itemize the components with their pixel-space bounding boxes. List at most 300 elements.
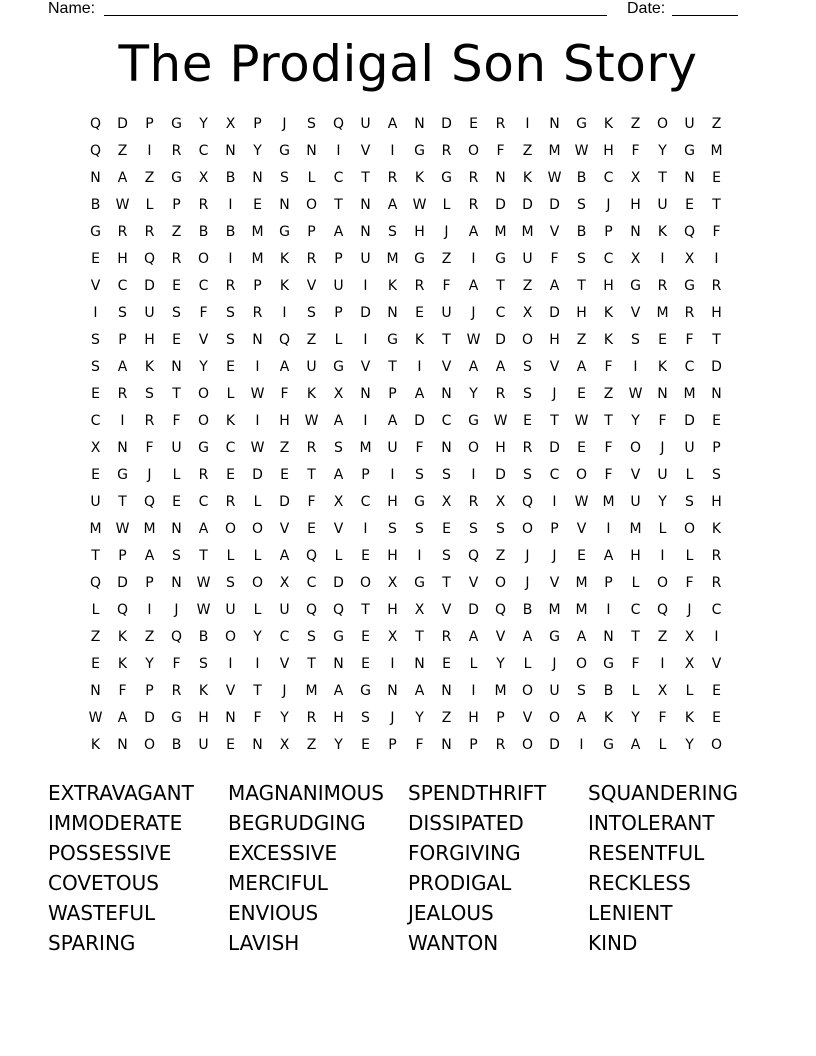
grid-letter[interactable]: F [496, 143, 505, 159]
grid-letter[interactable]: J [282, 683, 287, 699]
grid-letter[interactable]: V [549, 224, 560, 240]
grid-letter[interactable]: X [333, 494, 344, 510]
grid-letter[interactable]: O [251, 575, 264, 591]
grid-letter[interactable]: I [633, 359, 638, 375]
grid-letter[interactable]: C [117, 278, 128, 294]
grid-letter[interactable]: Z [603, 386, 614, 402]
grid-letter[interactable]: I [363, 332, 368, 348]
grid-letter[interactable]: N [90, 683, 101, 699]
grid-letter[interactable]: E [469, 116, 478, 132]
grid-letter[interactable]: O [548, 710, 561, 726]
grid-letter[interactable]: A [495, 359, 506, 375]
grid-letter[interactable]: I [93, 305, 98, 321]
grid-letter[interactable]: H [603, 278, 614, 294]
grid-letter[interactable]: W [115, 197, 130, 213]
grid-letter[interactable]: L [226, 386, 235, 402]
grid-letter[interactable]: V [306, 278, 317, 294]
grid-letter[interactable]: Y [631, 710, 640, 726]
grid-letter[interactable]: D [495, 467, 506, 483]
grid-letter[interactable]: P [307, 224, 316, 240]
grid-letter[interactable]: D [684, 413, 695, 429]
grid-letter[interactable]: Y [415, 710, 424, 726]
grid-letter[interactable]: G [414, 575, 425, 591]
grid-letter[interactable]: I [606, 602, 611, 618]
grid-letter[interactable]: V [333, 521, 344, 537]
grid-letter[interactable]: A [117, 359, 128, 375]
grid-letter[interactable]: P [604, 224, 613, 240]
grid-letter[interactable]: W [574, 413, 589, 429]
grid-letter[interactable]: S [172, 548, 181, 564]
grid-letter[interactable]: S [307, 629, 316, 645]
grid-letter[interactable]: W [628, 386, 643, 402]
grid-letter[interactable]: X [225, 116, 236, 132]
grid-letter[interactable]: P [172, 197, 181, 213]
grid-letter[interactable]: Y [145, 656, 154, 672]
grid-letter[interactable]: R [117, 224, 128, 240]
grid-letter[interactable]: Q [305, 548, 318, 564]
grid-letter[interactable]: V [468, 575, 479, 591]
grid-letter[interactable]: I [228, 656, 233, 672]
grid-letter[interactable]: N [603, 629, 614, 645]
grid-letter[interactable]: R [414, 278, 425, 294]
grid-letter[interactable]: Q [143, 251, 156, 267]
grid-letter[interactable]: Y [334, 737, 343, 753]
grid-letter[interactable]: E [712, 413, 721, 429]
grid-letter[interactable]: W [547, 170, 562, 186]
grid-letter[interactable]: W [196, 575, 211, 591]
grid-letter[interactable]: G [684, 143, 695, 159]
grid-letter[interactable]: W [466, 332, 481, 348]
grid-letter[interactable]: D [549, 305, 560, 321]
grid-letter[interactable]: C [198, 143, 209, 159]
grid-letter[interactable]: M [656, 305, 669, 321]
grid-letter[interactable]: D [549, 737, 560, 753]
grid-letter[interactable]: V [549, 575, 560, 591]
grid-letter[interactable]: T [334, 197, 343, 213]
grid-letter[interactable]: R [171, 683, 182, 699]
grid-letter[interactable]: M [494, 683, 507, 699]
grid-letter[interactable]: Q [305, 602, 318, 618]
grid-letter[interactable]: E [226, 359, 235, 375]
grid-letter[interactable]: M [359, 440, 372, 456]
grid-letter[interactable]: T [631, 629, 640, 645]
grid-letter[interactable]: I [579, 737, 584, 753]
grid-letter[interactable]: U [171, 440, 182, 456]
grid-letter[interactable]: P [334, 251, 343, 267]
grid-letter[interactable]: H [387, 602, 398, 618]
grid-letter[interactable]: N [657, 386, 668, 402]
grid-letter[interactable]: F [712, 224, 721, 240]
grid-letter[interactable]: Z [279, 440, 290, 456]
grid-letter[interactable]: T [91, 548, 100, 564]
grid-letter[interactable]: K [198, 683, 209, 699]
grid-letter[interactable]: A [603, 548, 614, 564]
grid-letter[interactable]: L [91, 602, 100, 618]
grid-letter[interactable]: T [307, 656, 316, 672]
grid-letter[interactable]: M [602, 494, 615, 510]
grid-letter[interactable]: D [144, 278, 155, 294]
grid-letter[interactable]: G [171, 170, 182, 186]
grid-letter[interactable]: V [360, 359, 371, 375]
grid-letter[interactable]: A [387, 197, 398, 213]
grid-letter[interactable]: A [387, 413, 398, 429]
grid-letter[interactable]: Q [467, 548, 480, 564]
grid-letter[interactable]: U [549, 683, 560, 699]
grid-letter[interactable]: V [711, 656, 722, 672]
grid-letter[interactable]: H [603, 143, 614, 159]
grid-letter[interactable]: E [361, 629, 370, 645]
grid-letter[interactable]: N [711, 386, 722, 402]
grid-letter[interactable]: Y [685, 737, 694, 753]
grid-letter[interactable]: U [522, 251, 533, 267]
grid-letter[interactable]: Z [522, 143, 533, 159]
grid-letter[interactable]: G [171, 710, 182, 726]
grid-letter[interactable]: P [118, 548, 127, 564]
grid-letter[interactable]: N [441, 386, 452, 402]
grid-letter[interactable]: H [576, 305, 587, 321]
grid-letter[interactable]: R [441, 629, 452, 645]
grid-letter[interactable]: N [387, 305, 398, 321]
grid-letter[interactable]: L [685, 467, 694, 483]
grid-letter[interactable]: I [363, 413, 368, 429]
grid-letter[interactable]: D [495, 332, 506, 348]
grid-letter[interactable]: U [279, 602, 290, 618]
grid-letter[interactable]: A [333, 683, 344, 699]
grid-letter[interactable]: O [575, 467, 588, 483]
grid-letter[interactable]: G [414, 143, 425, 159]
grid-letter[interactable]: R [117, 386, 128, 402]
grid-letter[interactable]: W [115, 521, 130, 537]
grid-letter[interactable]: L [253, 602, 262, 618]
date-write-line[interactable] [672, 15, 738, 16]
name-write-line[interactable] [104, 15, 607, 16]
grid-letter[interactable]: H [711, 305, 722, 321]
grid-letter[interactable]: B [522, 602, 533, 618]
grid-letter[interactable]: O [197, 386, 210, 402]
grid-letter[interactable]: G [441, 170, 452, 186]
grid-letter[interactable]: H [333, 710, 344, 726]
grid-letter[interactable]: T [307, 467, 316, 483]
grid-letter[interactable]: X [279, 575, 290, 591]
grid-letter[interactable]: N [630, 224, 641, 240]
grid-letter[interactable]: I [390, 143, 395, 159]
grid-letter[interactable]: F [253, 710, 262, 726]
grid-letter[interactable]: S [91, 359, 100, 375]
grid-letter[interactable]: E [442, 521, 451, 537]
grid-letter[interactable]: Y [496, 656, 505, 672]
grid-letter[interactable]: U [441, 305, 452, 321]
grid-letter[interactable]: O [656, 575, 669, 591]
grid-letter[interactable]: Z [630, 116, 641, 132]
grid-letter[interactable]: R [711, 548, 722, 564]
grid-letter[interactable]: D [144, 710, 155, 726]
grid-letter[interactable]: D [117, 116, 128, 132]
grid-letter[interactable]: I [363, 521, 368, 537]
grid-letter[interactable]: L [442, 197, 451, 213]
grid-letter[interactable]: M [494, 224, 507, 240]
grid-letter[interactable]: F [604, 467, 613, 483]
grid-letter[interactable]: O [575, 656, 588, 672]
grid-letter[interactable]: H [495, 440, 506, 456]
grid-letter[interactable]: H [630, 197, 641, 213]
grid-letter[interactable]: P [145, 116, 154, 132]
grid-letter[interactable]: G [414, 251, 425, 267]
grid-letter[interactable]: C [306, 575, 317, 591]
grid-letter[interactable]: A [468, 224, 479, 240]
grid-letter[interactable]: I [714, 251, 719, 267]
grid-letter[interactable]: M [575, 602, 588, 618]
grid-letter[interactable]: O [656, 116, 669, 132]
grid-letter[interactable]: P [604, 575, 613, 591]
grid-letter[interactable]: Q [89, 143, 102, 159]
grid-letter[interactable]: O [521, 737, 534, 753]
grid-letter[interactable]: D [468, 602, 479, 618]
grid-letter[interactable]: Y [199, 359, 208, 375]
grid-letter[interactable]: L [631, 683, 640, 699]
grid-letter[interactable]: K [603, 332, 614, 348]
grid-letter[interactable]: E [577, 548, 586, 564]
grid-letter[interactable]: N [225, 710, 236, 726]
grid-letter[interactable]: U [333, 278, 344, 294]
grid-letter[interactable]: X [495, 494, 506, 510]
grid-letter[interactable]: O [305, 197, 318, 213]
grid-letter[interactable]: S [145, 386, 154, 402]
grid-letter[interactable]: Y [631, 413, 640, 429]
grid-letter[interactable]: E [523, 413, 532, 429]
grid-letter[interactable]: P [145, 683, 154, 699]
grid-letter[interactable]: X [90, 440, 101, 456]
grid-letter[interactable]: N [225, 143, 236, 159]
grid-letter[interactable]: N [252, 170, 263, 186]
grid-letter[interactable]: P [469, 737, 478, 753]
grid-letter[interactable]: B [198, 224, 209, 240]
grid-letter[interactable]: T [577, 278, 586, 294]
grid-letter[interactable]: R [495, 386, 506, 402]
grid-letter[interactable]: V [360, 143, 371, 159]
grid-letter[interactable]: R [306, 710, 317, 726]
grid-letter[interactable]: L [334, 548, 343, 564]
grid-letter[interactable]: S [334, 440, 343, 456]
grid-letter[interactable]: A [279, 548, 290, 564]
grid-letter[interactable]: T [253, 683, 262, 699]
grid-letter[interactable]: R [684, 305, 695, 321]
grid-letter[interactable]: E [712, 683, 721, 699]
grid-letter[interactable]: D [522, 197, 533, 213]
grid-letter[interactable]: T [118, 494, 127, 510]
grid-letter[interactable]: J [471, 305, 476, 321]
grid-letter[interactable]: S [388, 521, 397, 537]
grid-letter[interactable]: A [333, 467, 344, 483]
grid-letter[interactable]: S [685, 494, 694, 510]
grid-letter[interactable]: V [630, 305, 641, 321]
grid-letter[interactable]: E [91, 656, 100, 672]
grid-letter[interactable]: B [576, 170, 587, 186]
grid-letter[interactable]: X [630, 170, 641, 186]
grid-letter[interactable]: U [684, 116, 695, 132]
grid-letter[interactable]: Y [253, 143, 262, 159]
grid-letter[interactable]: T [604, 413, 613, 429]
grid-letter[interactable]: N [360, 224, 371, 240]
grid-letter[interactable]: R [171, 251, 182, 267]
grid-letter[interactable]: Q [278, 332, 291, 348]
grid-letter[interactable]: T [442, 575, 451, 591]
grid-letter[interactable]: M [629, 521, 642, 537]
grid-letter[interactable]: I [714, 629, 719, 645]
grid-letter[interactable]: R [144, 224, 155, 240]
grid-letter[interactable]: S [91, 332, 100, 348]
grid-letter[interactable]: K [603, 710, 614, 726]
grid-letter[interactable]: A [468, 278, 479, 294]
grid-letter[interactable]: R [198, 467, 209, 483]
grid-letter[interactable]: D [441, 116, 452, 132]
grid-letter[interactable]: G [171, 116, 182, 132]
grid-letter[interactable]: A [576, 359, 587, 375]
grid-letter[interactable]: S [226, 305, 235, 321]
grid-letter[interactable]: R [495, 737, 506, 753]
grid-letter[interactable]: X [657, 683, 668, 699]
grid-letter[interactable]: R [225, 278, 236, 294]
grid-letter[interactable]: U [225, 602, 236, 618]
grid-letter[interactable]: R [441, 143, 452, 159]
grid-letter[interactable]: H [279, 413, 290, 429]
grid-letter[interactable]: V [279, 656, 290, 672]
grid-letter[interactable]: K [522, 170, 533, 186]
grid-letter[interactable]: S [226, 332, 235, 348]
grid-letter[interactable]: U [684, 440, 695, 456]
grid-letter[interactable]: A [117, 170, 128, 186]
grid-letter[interactable]: A [468, 359, 479, 375]
grid-letter[interactable]: F [118, 683, 127, 699]
grid-letter[interactable]: M [683, 386, 696, 402]
grid-letter[interactable]: M [710, 143, 723, 159]
grid-letter[interactable]: E [415, 305, 424, 321]
grid-letter[interactable]: Q [656, 602, 669, 618]
grid-letter[interactable]: L [685, 683, 694, 699]
grid-letter[interactable]: R [198, 197, 209, 213]
grid-letter[interactable]: G [198, 440, 209, 456]
grid-letter[interactable]: K [387, 278, 398, 294]
grid-letter[interactable]: B [198, 629, 209, 645]
grid-letter[interactable]: R [387, 170, 398, 186]
grid-letter[interactable]: V [441, 359, 452, 375]
grid-letter[interactable]: D [414, 413, 425, 429]
grid-letter[interactable]: S [388, 224, 397, 240]
grid-letter[interactable]: L [685, 548, 694, 564]
grid-letter[interactable]: N [171, 521, 182, 537]
grid-letter[interactable]: R [711, 575, 722, 591]
grid-letter[interactable]: V [549, 359, 560, 375]
grid-letter[interactable]: V [90, 278, 101, 294]
grid-letter[interactable]: H [387, 494, 398, 510]
grid-letter[interactable]: P [550, 521, 559, 537]
grid-letter[interactable]: S [226, 575, 235, 591]
grid-letter[interactable]: O [359, 575, 372, 591]
grid-letter[interactable]: Y [280, 710, 289, 726]
grid-letter[interactable]: G [603, 737, 614, 753]
grid-letter[interactable]: W [574, 494, 589, 510]
grid-letter[interactable]: L [658, 521, 667, 537]
grid-letter[interactable]: Q [332, 116, 345, 132]
grid-letter[interactable]: O [251, 521, 264, 537]
grid-letter[interactable]: S [415, 467, 424, 483]
grid-letter[interactable]: O [521, 332, 534, 348]
grid-letter[interactable]: Y [199, 116, 208, 132]
grid-letter[interactable]: H [387, 548, 398, 564]
grid-letter[interactable]: K [144, 359, 155, 375]
grid-letter[interactable]: J [174, 602, 179, 618]
grid-letter[interactable]: U [630, 494, 641, 510]
grid-letter[interactable]: I [606, 521, 611, 537]
grid-letter[interactable]: Z [711, 116, 722, 132]
grid-letter[interactable]: N [441, 683, 452, 699]
grid-letter[interactable]: F [442, 278, 451, 294]
grid-letter[interactable]: E [172, 332, 181, 348]
grid-letter[interactable]: N [252, 737, 263, 753]
grid-letter[interactable]: N [90, 170, 101, 186]
grid-letter[interactable]: N [171, 575, 182, 591]
grid-letter[interactable]: E [253, 197, 262, 213]
grid-letter[interactable]: A [279, 359, 290, 375]
grid-letter[interactable]: C [441, 413, 452, 429]
grid-letter[interactable]: O [143, 737, 156, 753]
grid-letter[interactable]: X [333, 386, 344, 402]
grid-letter[interactable]: H [198, 710, 209, 726]
grid-letter[interactable]: K [306, 386, 317, 402]
grid-letter[interactable]: F [172, 413, 181, 429]
grid-letter[interactable]: L [226, 548, 235, 564]
grid-letter[interactable]: K [603, 305, 614, 321]
grid-letter[interactable]: R [306, 251, 317, 267]
grid-letter[interactable]: I [471, 683, 476, 699]
grid-letter[interactable]: L [658, 737, 667, 753]
grid-letter[interactable]: M [305, 683, 318, 699]
grid-letter[interactable]: E [442, 656, 451, 672]
grid-letter[interactable]: J [525, 548, 530, 564]
grid-letter[interactable]: K [117, 656, 128, 672]
grid-letter[interactable]: I [120, 413, 125, 429]
grid-letter[interactable]: G [603, 656, 614, 672]
grid-letter[interactable]: S [280, 170, 289, 186]
grid-letter[interactable]: G [279, 143, 290, 159]
grid-letter[interactable]: A [144, 548, 155, 564]
grid-letter[interactable]: X [387, 629, 398, 645]
grid-letter[interactable]: K [711, 521, 722, 537]
grid-letter[interactable]: B [225, 170, 236, 186]
grid-letter[interactable]: R [306, 440, 317, 456]
grid-letter[interactable]: F [550, 251, 559, 267]
grid-letter[interactable]: F [631, 656, 640, 672]
grid-letter[interactable]: I [390, 656, 395, 672]
grid-letter[interactable]: Y [658, 494, 667, 510]
grid-letter[interactable]: S [118, 305, 127, 321]
grid-letter[interactable]: E [658, 332, 667, 348]
grid-letter[interactable]: B [576, 224, 587, 240]
grid-letter[interactable]: F [415, 440, 424, 456]
grid-letter[interactable]: S [307, 305, 316, 321]
grid-letter[interactable]: W [304, 413, 319, 429]
grid-letter[interactable]: C [630, 602, 641, 618]
grid-letter[interactable]: R [144, 413, 155, 429]
grid-letter[interactable]: X [198, 170, 209, 186]
grid-letter[interactable]: C [549, 467, 560, 483]
grid-letter[interactable]: E [361, 656, 370, 672]
grid-letter[interactable]: R [468, 170, 479, 186]
grid-letter[interactable]: Z [441, 710, 452, 726]
grid-letter[interactable]: I [255, 413, 260, 429]
grid-letter[interactable]: N [117, 440, 128, 456]
grid-letter[interactable]: E [712, 710, 721, 726]
grid-letter[interactable]: C [279, 629, 290, 645]
